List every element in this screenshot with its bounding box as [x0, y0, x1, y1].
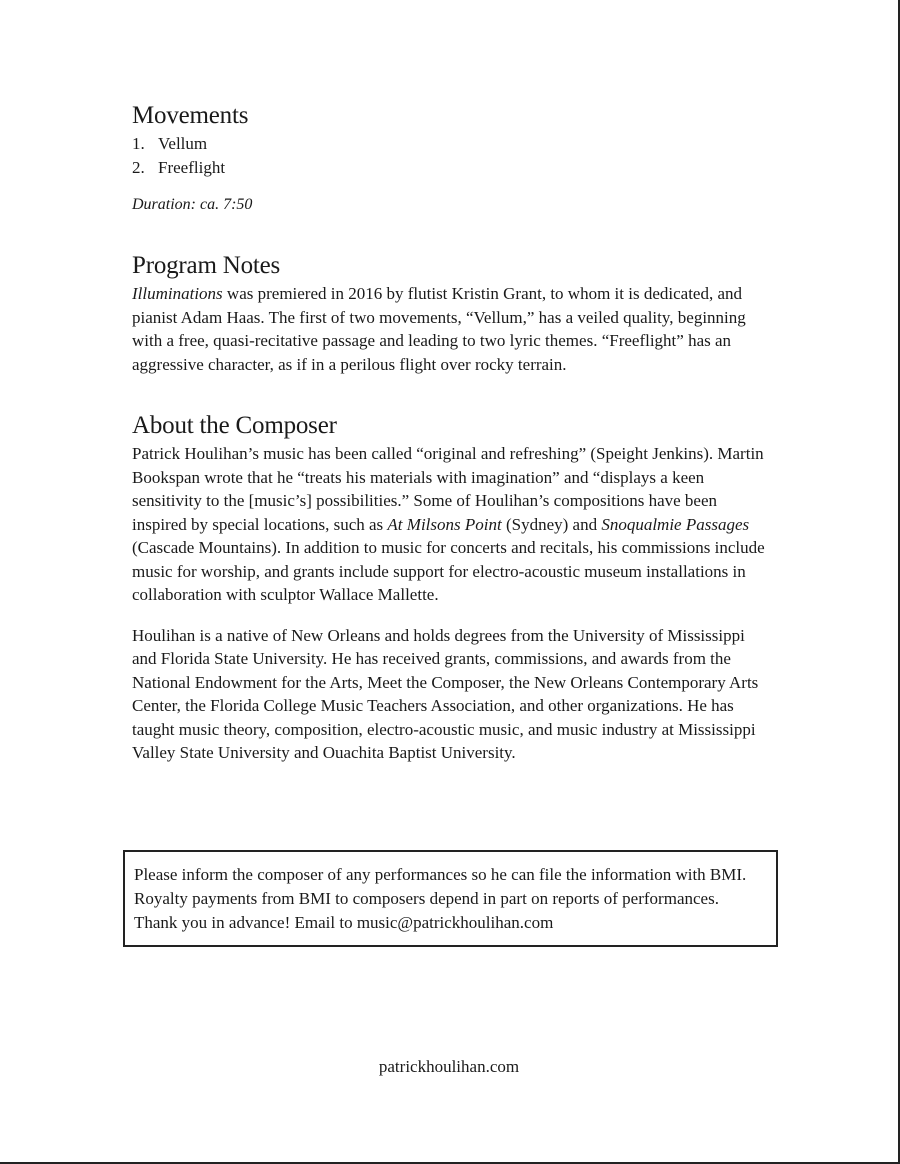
movement-number: 2.	[132, 158, 145, 177]
program-notes-body: was premiered in 2016 by flutist Kristin Grant, to whom it is dedicated, and pianist Adam Haas. The first of two movements, “Vellum,” has a veiled quality, beginning with a free, quasi-recitative passage and leading to two lyric themes. “Freeflight” has an aggressive character, as if in a perilous flight over rocky terrain.	[132, 284, 746, 374]
work-title: Illuminations	[132, 284, 223, 303]
about-paragraph-1	[132, 442, 772, 607]
document-body	[132, 100, 772, 765]
about-text: (Sydney) and	[501, 514, 602, 534]
program-notes-text	[132, 282, 772, 376]
about-text: (Cascade Mountains). In addition to music for concerts and recitals, his commissions include music for worship, and grants include support for electro-acoustic museum installations in collaboration with sculptor Wallace Mallette.	[132, 538, 765, 604]
performance-notice-box	[123, 850, 778, 947]
work-title: At Milsons Point	[387, 514, 502, 534]
movement-title: Vellum	[158, 134, 208, 153]
movement-title: Freeflight	[158, 158, 226, 177]
duration: Duration: ca. 7:50	[132, 196, 253, 213]
movements-section	[132, 100, 772, 216]
movements-list	[132, 132, 772, 180]
program-notes-section	[132, 250, 772, 376]
about-composer-section	[132, 410, 772, 765]
movement-item	[132, 156, 772, 180]
about-composer-heading: About the Composer	[132, 412, 337, 439]
about-text: Patrick Houlihan’s music has been called “original and refreshing” (Speight Jenkins). Martin Bookspan wrote that he “treats his materials with imagination” and “displays a keen sensitivity to the [music’s] possibilities.” Some of Houlihan’s compositions have been inspired by special locations, such as	[132, 444, 764, 534]
movements-heading: Movements	[132, 102, 249, 129]
program-notes-heading: Program Notes	[132, 252, 281, 279]
movement-item	[132, 132, 772, 156]
about-paragraph-2: Houlihan is a native of New Orleans and holds degrees from the University of Mississippi and Florida State University. He has received grants, commissions, and awards from the National Endowment for the Arts, Meet the Composer, the New Orleans Contemporary Arts Center, the Florida College Music Teachers Association, and other organizations. He has taught music theory, composition, electro-acoustic music, and music industry at Mississippi Valley State University and Ouachita Baptist University.	[132, 625, 759, 762]
performance-notice-text: Please inform the composer of any performances so he can file the information with BMI. Royalty payments from BMI to composers depend in part on reports of performances. Thank you in advance! Email to music@patrickhoulihan.com	[134, 865, 747, 932]
work-title: Snoqualmie Passages	[601, 514, 750, 534]
footer-website: patrickhoulihan.com	[378, 1057, 520, 1076]
movement-number: 1.	[132, 134, 145, 153]
